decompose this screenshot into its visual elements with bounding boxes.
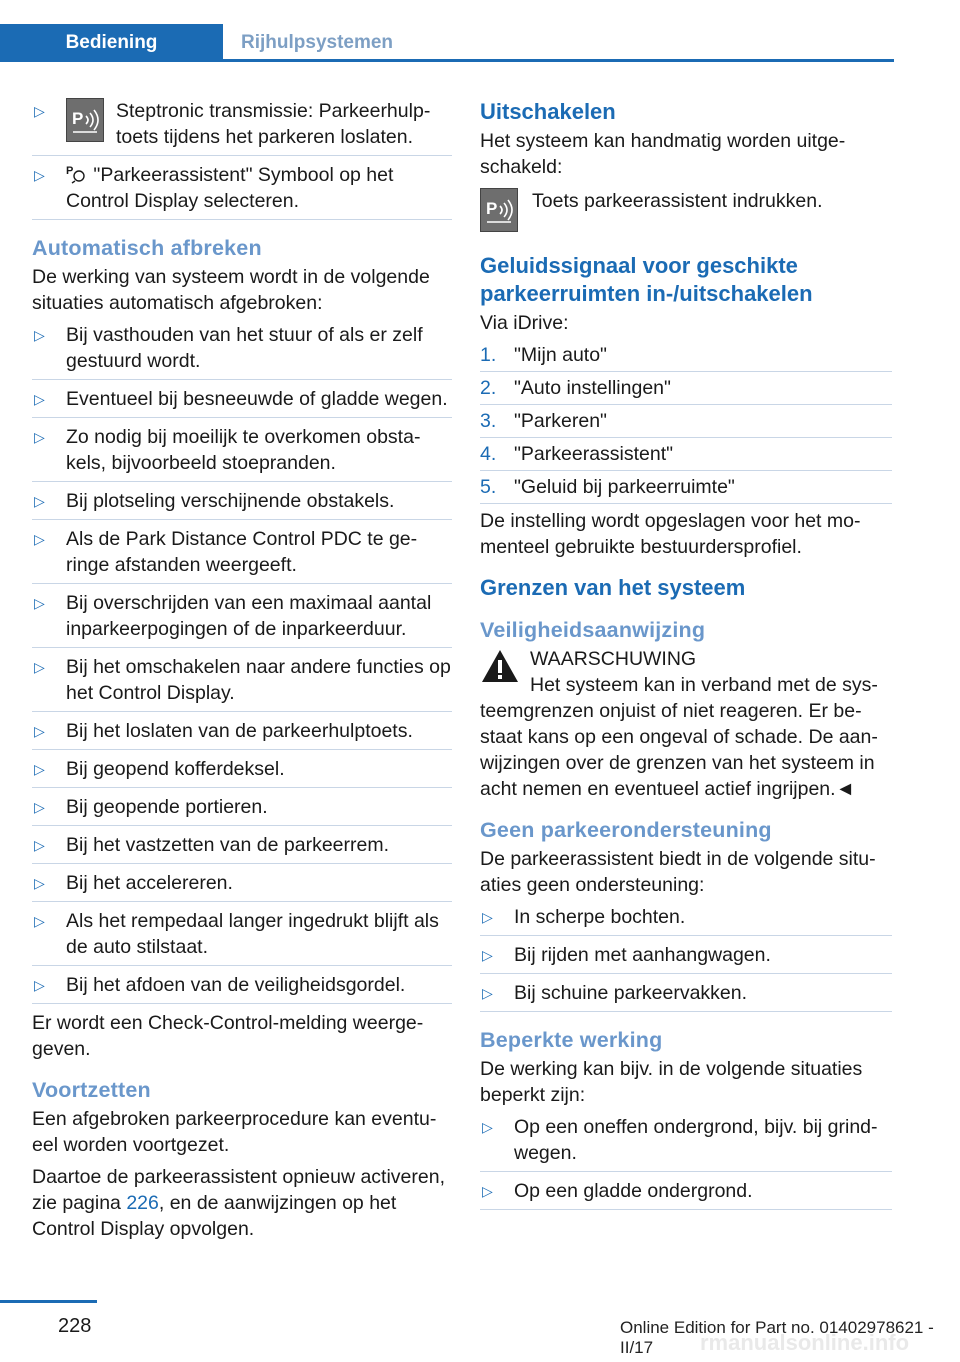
list-item-text: Bij vasthouden van het stuur of als er zelf gestuurd wordt. [66, 324, 423, 372]
list-item [32, 424, 452, 482]
triangle-bullet-icon: ▷ [34, 429, 45, 445]
triangle-bullet-icon: ▷ [34, 327, 45, 343]
step-number: 4. [480, 443, 497, 465]
footer-rule [0, 1300, 97, 1303]
no-support-list [480, 904, 892, 1012]
list-item-text: Bij rijden met aanhangwagen. [514, 944, 771, 966]
right-column [480, 98, 892, 1216]
triangle-bullet-icon: ▷ [34, 875, 45, 891]
paragraph: De parkeerassistent biedt in de volgende situaties geen ondersteuning: [480, 848, 876, 896]
triangle-bullet-icon: ▷ [34, 167, 45, 183]
step-text: "Auto instellingen" [514, 377, 671, 399]
paragraph: De instelling wordt opgeslagen voor het momenteel gebruikte bestuurdersprofiel. [480, 510, 861, 558]
step-text: "Parkeerassistent" [514, 443, 674, 465]
list-item-text: Bij het vastzetten van de parkeerrem. [66, 834, 389, 856]
paragraph: De werking kan bijv. in de volgende situaties beperkt zijn: [480, 1058, 863, 1106]
section-title-switch-off: Uitschakelen [480, 99, 616, 124]
section-title-no-support: Geen parkeerondersteuning [480, 818, 772, 842]
instruction-text: Toets parkeerassistent indrukken. [532, 190, 823, 212]
list-item [480, 441, 892, 471]
list-item [32, 526, 452, 584]
list-item [480, 904, 892, 936]
section-title-sound: Geluidssignaal voor geschikte parkeerruimten in-/uitschakelen [480, 253, 813, 306]
triangle-bullet-icon: ▷ [34, 493, 45, 509]
list-item [32, 832, 452, 864]
list-item-text: In scherpe bochten. [514, 906, 686, 928]
intro-list [32, 98, 452, 220]
step-number: 5. [480, 476, 497, 498]
edition-text: Online Edition for Part no. 01402978621 - II/17 [620, 1318, 934, 1357]
list-item [32, 386, 452, 418]
warning-block [480, 646, 892, 672]
page-number: 228 [58, 1315, 92, 1337]
list-item [480, 1114, 892, 1172]
svg-text:P: P [72, 109, 84, 128]
list-item-text: Bij het omschakelen naar andere functies op het Control Display. [66, 656, 451, 704]
triangle-bullet-icon: ▷ [482, 1119, 493, 1135]
triangle-bullet-icon: ▷ [34, 761, 45, 777]
svg-text:P: P [486, 199, 498, 218]
list-item [480, 474, 892, 504]
list-item [32, 162, 452, 220]
list-item-text: Bij het loslaten van de parkeerhulptoets. [66, 720, 413, 742]
text-span: , en de aanwijzingen op het Control Display opvolgen. [32, 1192, 397, 1240]
list-item [480, 942, 892, 974]
triangle-bullet-icon: ▷ [482, 1183, 493, 1199]
button-instruction [480, 188, 892, 238]
page-link[interactable]: 226 [126, 1192, 159, 1214]
park-assist-symbol-icon [66, 162, 88, 184]
list-item [32, 98, 452, 156]
section-title-continue: Voortzetten [32, 1078, 151, 1102]
list-item-text: Bij geopend kofferdeksel. [66, 758, 285, 780]
step-text: "Mijn auto" [514, 344, 607, 366]
list-item [32, 794, 452, 826]
list-item [32, 756, 452, 788]
triangle-bullet-icon: ▷ [482, 909, 493, 925]
list-item [480, 342, 892, 372]
list-item-text: Als de Park Distance Control PDC te geringe afstanden weergeeft. [66, 528, 418, 576]
list-item [32, 322, 452, 380]
limited-list [480, 1114, 892, 1210]
paragraph: Er wordt een Check-Control-melding weergegeven. [32, 1012, 424, 1060]
triangle-bullet-icon: ▷ [34, 391, 45, 407]
warning-label: WAARSCHUWING [530, 648, 697, 670]
triangle-bullet-icon: ▷ [482, 985, 493, 1001]
svg-text:P: P [66, 165, 74, 177]
triangle-bullet-icon: ▷ [34, 103, 45, 119]
triangle-bullet-icon: ▷ [34, 977, 45, 993]
warning-triangle-icon [480, 648, 520, 684]
watermark-text: rmanualsonline.info [700, 1330, 910, 1355]
list-item-text: "Parkeerassistent" Symbool op het Control Display selecteren. [66, 164, 394, 212]
list-item [32, 590, 452, 648]
warning-text: Het systeem kan in verband met de systeemgrenzen onjuist of niet reageren. Er bestaat kans op een ongeval of schade. De aanwijzingen over de grenzen van het systeem in acht nemen en eventueel actief ingrijpen.◄ [480, 674, 878, 800]
tab-bediening[interactable]: Bediening [0, 24, 223, 62]
tab-rijhulpsystemen[interactable]: Rijhulpsystemen [241, 32, 394, 53]
triangle-bullet-icon: ▷ [34, 723, 45, 739]
list-item [480, 1178, 892, 1210]
triangle-bullet-icon: ▷ [34, 659, 45, 675]
list-item-text: Bij geopende portieren. [66, 796, 268, 818]
triangle-bullet-icon: ▷ [34, 595, 45, 611]
step-text: "Geluid bij parkeerruimte" [514, 476, 735, 498]
list-item-text: Bij het afdoen van de veiligheidsgordel. [66, 974, 406, 996]
triangle-bullet-icon: ▷ [34, 913, 45, 929]
paragraph [32, 1164, 452, 1242]
chapter-tab-bar [0, 0, 894, 62]
text-span: Daartoe de parkeerassistent opnieuw activeren, zie pagina [32, 1166, 445, 1214]
list-item-text: Op een gladde ondergrond. [514, 1180, 753, 1202]
list-item [480, 980, 892, 1012]
section-title-safety: Veiligheidsaanwijzing [480, 618, 706, 642]
triangle-bullet-icon: ▷ [482, 947, 493, 963]
step-number: 3. [480, 410, 497, 432]
paragraph: Via iDrive: [480, 312, 569, 334]
list-item [32, 654, 452, 712]
section-title-limits: Grenzen van het systeem [480, 575, 746, 600]
section-title-limited: Beperkte werking [480, 1028, 663, 1052]
triangle-bullet-icon: ▷ [34, 837, 45, 853]
step-text: "Parkeren" [514, 410, 607, 432]
list-item-text: Op een oneffen ondergrond, bijv. bij grindwegen. [514, 1116, 878, 1164]
list-item [32, 908, 452, 966]
auto-abort-list [32, 322, 452, 1004]
section-title-auto-abort: Automatisch afbreken [32, 236, 262, 260]
list-item-text: Bij plotseling verschijnende obstakels. [66, 490, 395, 512]
left-column [32, 98, 452, 1248]
list-item [480, 375, 892, 405]
list-item-text: Steptronic transmissie: Parkeerhulptoets tijdens het parkeren loslaten. [116, 100, 431, 148]
list-item-text: Bij schuine parkeervakken. [514, 982, 748, 1004]
list-item-text: Als het rempedaal langer ingedrukt blijft als de auto stilstaat. [66, 910, 439, 958]
list-item-text: Bij overschrijden van een maximaal aantal inparkeerpogingen of de inparkeerduur. [66, 592, 432, 640]
step-number: 2. [480, 377, 497, 399]
paragraph: Een afgebroken parkeerprocedure kan eventueel worden voortgezet. [32, 1108, 437, 1156]
triangle-bullet-icon: ▷ [34, 799, 45, 815]
list-item [480, 408, 892, 438]
list-item [32, 718, 452, 750]
paragraph: Het systeem kan handmatig worden uitgeschakeld: [480, 130, 846, 178]
park-assist-button-icon [66, 98, 104, 142]
list-item [32, 488, 452, 520]
list-item-text: Zo nodig bij moeilijk te overkomen obstakels, bijvoorbeeld stoepranden. [66, 426, 421, 474]
list-item-text: Bij het accelereren. [66, 872, 233, 894]
list-item [32, 870, 452, 902]
list-item [32, 972, 452, 1004]
paragraph: De werking van systeem wordt in de volgende situaties automatisch afgebroken: [32, 266, 430, 314]
triangle-bullet-icon: ▷ [34, 531, 45, 547]
step-number: 1. [480, 344, 497, 366]
idrive-steps-list [480, 342, 892, 504]
list-item-text: Eventueel bij besneeuwde of gladde wegen. [66, 388, 448, 410]
park-assist-button-icon [480, 188, 518, 232]
